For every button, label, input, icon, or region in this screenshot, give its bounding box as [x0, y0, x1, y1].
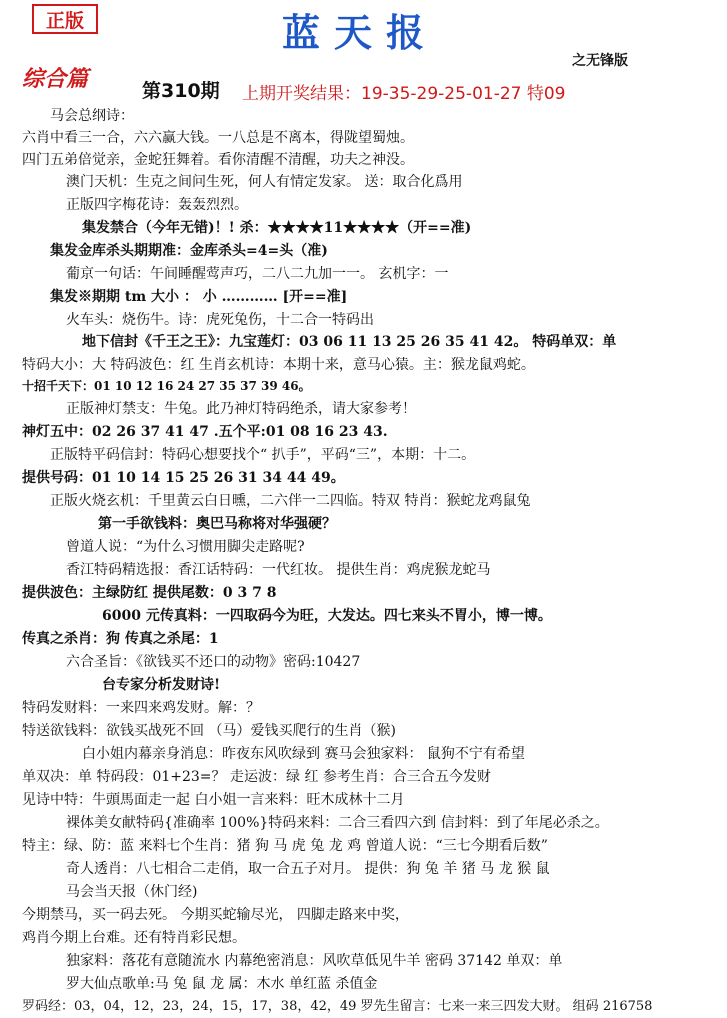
content-line: 十招千天下：01 10 12 16 24 27 35 37 39 46。 [22, 379, 311, 393]
content-line: 奇人透肖：八七相合二走俏，取一合五子对月。 提供：狗 兔 羊 猪 马 龙 猴 鼠 [66, 861, 550, 877]
content-line: 神灯五中：02 26 37 41 47 .五个平:01 08 16 23 43. [22, 424, 388, 440]
content-line: 第一手欲钱料：奥巴马称将对华强硬？ [98, 516, 336, 532]
content-line: 单双决：单 特码段：01+23=？ 走运波：绿 红 参考生肖：合三合五今发财 [22, 769, 491, 785]
content-line: 集发禁合（今年无错)！! 杀：★★★★11★★★★（开==准) [82, 220, 472, 236]
content-line: 鸡肖今期上台难。还有特肖彩民想。 [22, 930, 246, 946]
content-line: 马会总纲诗： [50, 108, 134, 124]
edition-label: 之无锋版 [572, 53, 628, 69]
issue-number: 第310期 [142, 80, 220, 102]
content-line: 四门五弟倍觉亲，金蛇狂舞着。看你清醒不清醒，功夫之神没。 [22, 152, 414, 168]
content-line: 特送欲钱料：欲钱买战死不回 （马）爱钱买爬行的生肖（猴) [22, 723, 396, 739]
content-line: 葡京一句话：午间睡醒莺声巧，二八二九加一一。 玄机字：一 [66, 266, 449, 282]
content-line: 正版神灯禁支：牛兔。此乃神灯特码绝杀，请大家参考！ [66, 401, 416, 417]
content-line: 罗码经：03，04，12，23，24，15，17，38，42，49 罗先生留言：七来一来三四发大财。 组码 216758 [22, 999, 653, 1014]
content-line: 提供波色：主绿防红 提供尾数：0 3 7 8 [22, 585, 277, 601]
newspaper-title: 蓝天报 [281, 10, 438, 55]
content-line: 罗大仙点歌单:马 兔 鼠 龙 属：木水 单红蓝 杀值金 [66, 976, 378, 992]
content-line: 地下信封《千王之王》：九宝莲灯：03 06 11 13 25 26 35 41 42。 特码单双：单 [82, 334, 617, 350]
content-line: 六肖中看三一合，六六赢大钱。一八总是不离本，得陇望蜀烛。 [22, 130, 414, 146]
content-line: 正版四字梅花诗：轰轰烈烈。 [66, 197, 248, 213]
content-line: 裸体美女献特码{准确率 100%}特码来料：二合三看四六到 信封料：到了年尾必杀之。 [66, 815, 609, 831]
content-line: 正版特平码信封：特码心想要找个“ 扒手”，平码“三”，本期：十二。 [50, 447, 476, 463]
content-line: 香江特码精选报：香江话特码：一代红妆。 提供生肖：鸡虎猴龙蛇马 [66, 562, 491, 578]
content-line: 六合圣旨：《欲钱买不还口的动物》密码:10427 [66, 654, 361, 670]
content-line: 集发金库杀头期期准：金库杀头=4=头（准) [50, 243, 328, 259]
content-line: 提供号码：01 10 14 15 25 26 31 34 44 49。 [22, 470, 345, 486]
edition-stamp: 正版 [32, 4, 98, 34]
content-line: 特主：绿、防：蓝 来料七个生肖：猪 狗 马 虎 兔 龙 鸡 曾道人说：“三七今期看后数” [22, 838, 548, 854]
content-line: 台专家分析发财诗! [102, 677, 221, 693]
content-line: 独家料：落花有意随流水 内幕绝密消息：风吹草低见牛羊 密码 37142 单双：单 [66, 953, 563, 969]
content-line: 6000 元传真料：一四取码今为旺，大发达。四七来头不胃小，博一博。 [102, 608, 552, 624]
content-line: 见诗中特：牛頭馬面走一起 白小姐一言来料：旺木成林十二月 [22, 792, 405, 808]
content-line: 特码大小：大 特码波色：红 生肖玄机诗：本期十来，意马心猿。主：猴龙鼠鸡蛇。 [22, 357, 535, 373]
content-line: 今期禁马，买一码去死。 今期买蛇输尽光， 四脚走路来中奖， [22, 907, 409, 923]
content-line: 白小姐内幕亲身消息：昨夜东风吹绿到 赛马会独家料： 鼠狗不宁有希望 [82, 746, 525, 762]
content-line: 特码发财料：一来四来鸡发财。解：？ [22, 700, 260, 716]
content-line: 澳门天机：生克之间问生死，何人有情定发家。 送：取合化爲用 [66, 174, 463, 190]
content-line: 火车头：烧伤牛。诗：虎死兔伤，十二合一特码出 [66, 312, 374, 328]
section-label: 综合篇 [22, 66, 89, 92]
content-line: 马会当天报（休门经) [66, 884, 198, 900]
content-line: 传真之杀肖：狗 传真之杀尾：1 [22, 631, 219, 647]
content-line: 集发※期期 tm 大小 ： 小 ………… [开==准] [50, 289, 348, 305]
content-line: 曾道人说：“为什么习惯用脚尖走路呢? [66, 539, 305, 555]
content-line: 正版火烧玄机：千里黄云白日曛，二六伴一二四临。特双 特肖：猴蛇龙鸡鼠兔 [50, 493, 531, 509]
last-result: 上期开奖结果：19-35-29-25-01-27 特09 [242, 84, 566, 104]
